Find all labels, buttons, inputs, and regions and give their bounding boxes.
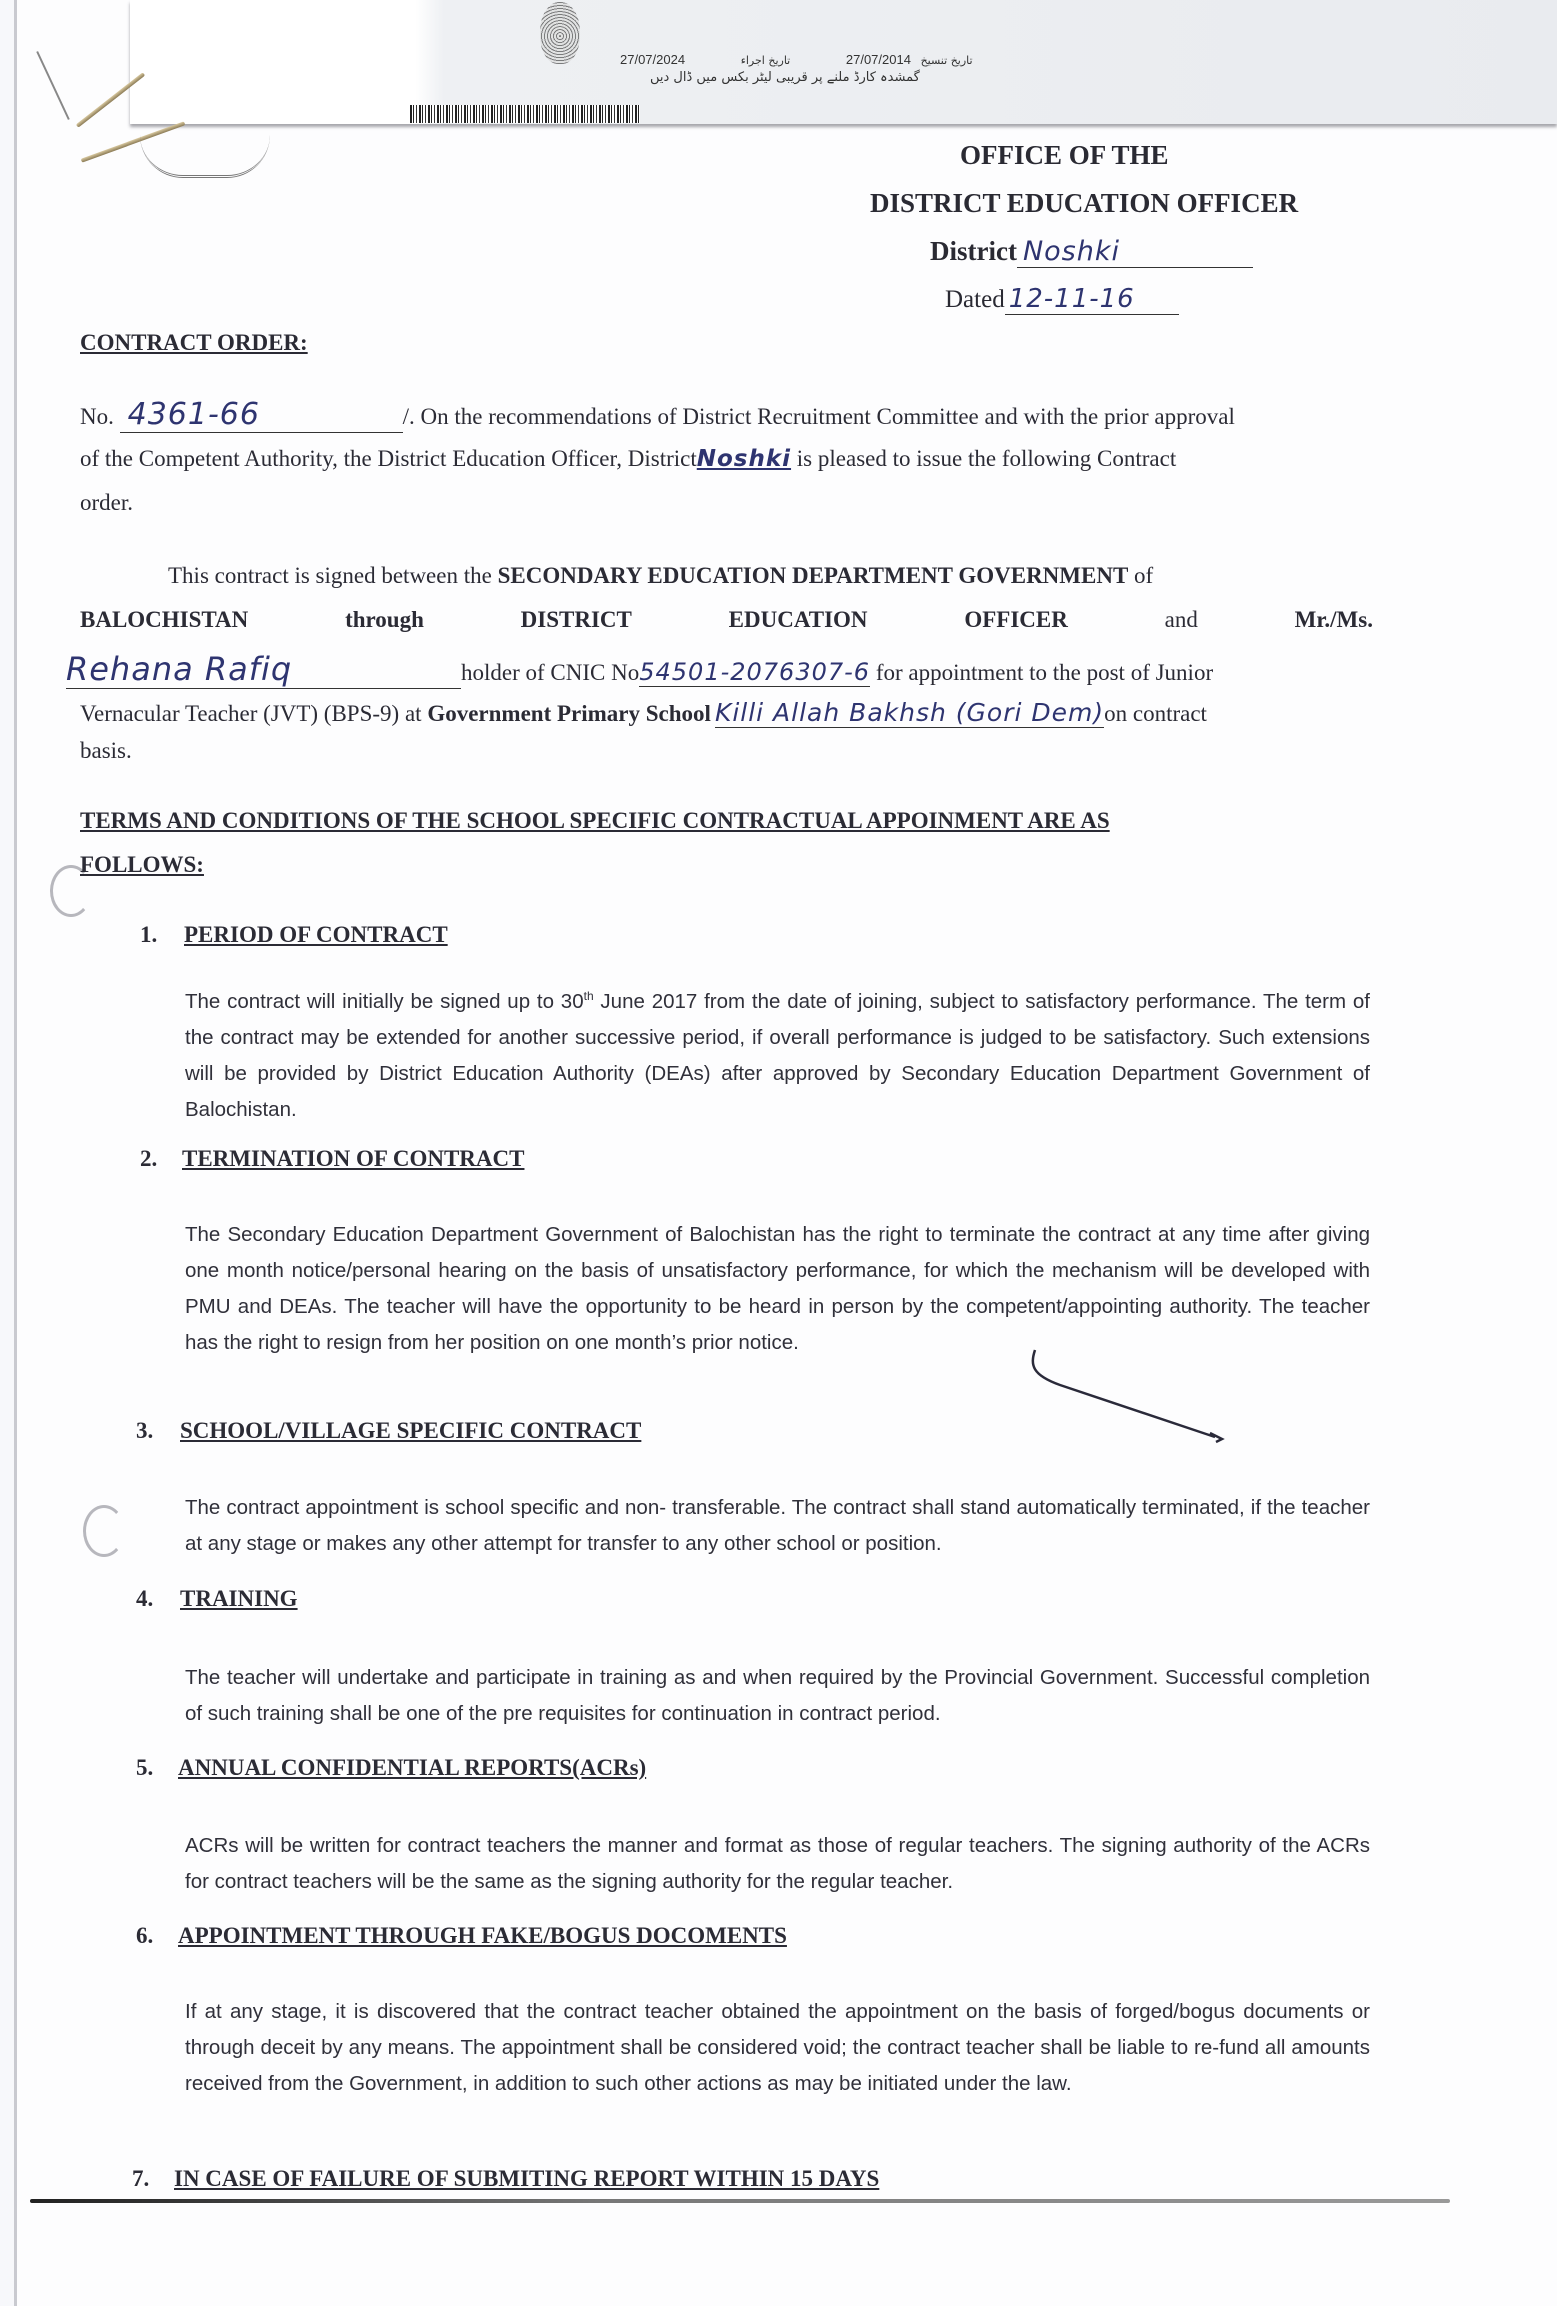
order-para1-text: of the Competent Authority, the District Education Officer, District <box>80 446 697 471</box>
section-title-failure-report: IN CASE OF FAILURE OF SUBMITING REPORT WITHIN 15 DAYS <box>174 2166 880 2191</box>
section-number: 5. <box>136 1755 154 1780</box>
district-value: Noshki <box>1017 236 1253 268</box>
terms-heading-line1: TERMS AND CONDITIONS OF THE SCHOOL SPECIFIC CONTRACTUAL APPOINMENT ARE AS <box>80 808 1110 833</box>
pen-stroke-mark <box>1020 1345 1240 1445</box>
section-number: 4. <box>136 1586 154 1611</box>
section-number: 7. <box>132 2166 150 2191</box>
section-body-school-specific: The contract appointment is school specific and non- transferable. The contract shall stand automatically terminated, if the teacher at any stage or makes any other attempt for transfer to any other school or position. <box>185 1496 1370 1555</box>
word: through <box>345 607 424 632</box>
department-name: SECONDARY EDUCATION DEPARTMENT GOVERNMENT <box>497 563 1129 588</box>
order-district-value: Noshki <box>696 446 792 472</box>
fingerprint-icon <box>540 2 580 64</box>
teacher-name-value: Rehana Rafiq <box>66 650 461 689</box>
cnic-slip-overlay <box>130 0 1557 124</box>
dated-field <box>945 284 1179 315</box>
section-number: 6. <box>136 1923 154 1948</box>
superscript: th <box>583 989 594 1003</box>
order-para2-line2 <box>80 607 1373 633</box>
section-body-period-of-contract <box>185 978 1370 1128</box>
word: EDUCATION <box>728 607 868 632</box>
section-title-acrs: ANNUAL CONFIDENTIAL REPORTS(ACRs) <box>178 1755 647 1780</box>
order-no-value: 4361-66 <box>120 397 403 433</box>
body-text: The contract will initially be signed up to 30 <box>185 989 584 1013</box>
section-title-fake-documents: APPOINTMENT THROUGH FAKE/BOGUS DOCOMENTS <box>178 1923 787 1948</box>
punch-hole-mark <box>83 1505 125 1557</box>
word: Mr./Ms. <box>1294 607 1373 632</box>
section-body-acrs: ACRs will be written for contract teachers the manner and format as those of regular teachers. The signing authority of the ACRs for contract teachers will be the same as the signing authority for the regular teacher. <box>185 1834 1370 1893</box>
slip-expiry-date: 27/07/2024 <box>620 52 686 67</box>
office-title-line2: DISTRICT EDUCATION OFFICER <box>870 188 1299 218</box>
barcode-icon <box>410 105 640 123</box>
terms-heading-line2: FOLLOWS: <box>80 852 204 877</box>
order-para2-text: for appointment to the post of Junior <box>870 660 1214 685</box>
section-title-period-of-contract: PERIOD OF CONTRACT <box>184 922 448 947</box>
order-para2-text: This contract is signed between the <box>168 563 498 588</box>
order-para1-text: /. On the recommendations of District Recruitment Committee and with the prior approval <box>402 404 1235 429</box>
order-para1-line1 <box>80 397 1235 433</box>
cnic-value: 54501-2076307-6 <box>639 658 871 686</box>
order-para1-text: is pleased to issue the following Contract <box>791 446 1177 471</box>
order-para2-text: Vernacular Teacher (JVT) (BPS-9) at <box>80 701 428 726</box>
section-number: 2. <box>140 1146 158 1171</box>
order-para2-line1 <box>168 563 1153 589</box>
section-number: 1. <box>140 922 158 947</box>
word: DISTRICT <box>520 607 632 632</box>
district-label: District <box>930 236 1017 266</box>
page-fold-line <box>30 2199 1450 2203</box>
word: and <box>1164 607 1198 632</box>
school-name-value: Killi Allah Bakhsh (Gori Dem) <box>714 698 1105 727</box>
order-no-label: No. <box>80 404 114 429</box>
section-title-training: TRAINING <box>180 1586 298 1611</box>
word: OFFICER <box>964 607 1068 632</box>
word: BALOCHISTAN <box>80 607 249 632</box>
cnic-label: holder of CNIC No <box>461 660 640 685</box>
order-para2-text: on contract <box>1104 701 1207 726</box>
slip-issue-date: 27/07/2014 <box>845 52 911 67</box>
section-title-termination: TERMINATION OF CONTRACT <box>182 1146 525 1171</box>
dated-value: 12-11-16 <box>1005 284 1179 315</box>
slip-dates <box>620 52 993 67</box>
office-title-line1: OFFICE OF THE <box>960 140 1169 170</box>
order-para1-line3: order. <box>80 490 134 515</box>
order-para2-text: of <box>1128 563 1154 588</box>
body-text: June 2017 from the date of joining, subject to satisfactory performance. The term of the contract may be extended for another successive period, if overall performance is judged to be satisfactory. Such extensions will be provided by District Education Authority (DEAs) after approved by Secondary Education Department Government of Balochistan. <box>185 989 1370 1121</box>
section-body-termination: The Secondary Education Department Government of Balochistan has the right to terminate the contract at any time after giving one month notice/personal hearing on the basis of unsatisfactory performance, for which the mechanism will be developed with PMU and DEAs. The teacher will have the opportunity to be heard in person by the competent/appointing authority. The teacher has the right to resign from her position on one month’s prior notice. <box>185 1223 1370 1354</box>
school-type: Government Primary School <box>427 701 711 726</box>
section-number: 3. <box>136 1418 154 1443</box>
slip-urdu-issue-label: تاریخ اجراء <box>740 54 791 67</box>
order-para2-line4 <box>80 698 1207 728</box>
dated-label: Dated <box>945 286 1005 313</box>
section-body-fake-documents: If at any stage, it is discovered that the contract teacher obtained the appointment on the basis of forged/bogus documents or through deceit by any means. The appointment shall be considered void; the contract teacher shall be liable to re-fund all amounts received from the Government, in addition to such other actions as may be initiated under the law. <box>185 2000 1370 2095</box>
order-para1-line2 <box>80 446 1176 472</box>
section-body-training: The teacher will undertake and participate in training as and when required by the Provincial Government. Successful completion of such training shall be one of the pre requisites for continuation in contract period. <box>185 1666 1370 1725</box>
contract-order-title: CONTRACT ORDER: <box>80 330 308 355</box>
district-field <box>930 236 1253 268</box>
section-title-school-specific: SCHOOL/VILLAGE SPECIFIC CONTRACT <box>180 1418 642 1443</box>
slip-urdu-expiry-label: تاریخ تنسیخ <box>920 54 973 67</box>
order-para2-line3 <box>66 650 1213 689</box>
order-para2-line5: basis. <box>80 738 132 763</box>
slip-urdu-note: گمشدہ کارڈ ملنے پر قریبی لیٹر بکس میں ڈال دیں <box>650 70 920 85</box>
